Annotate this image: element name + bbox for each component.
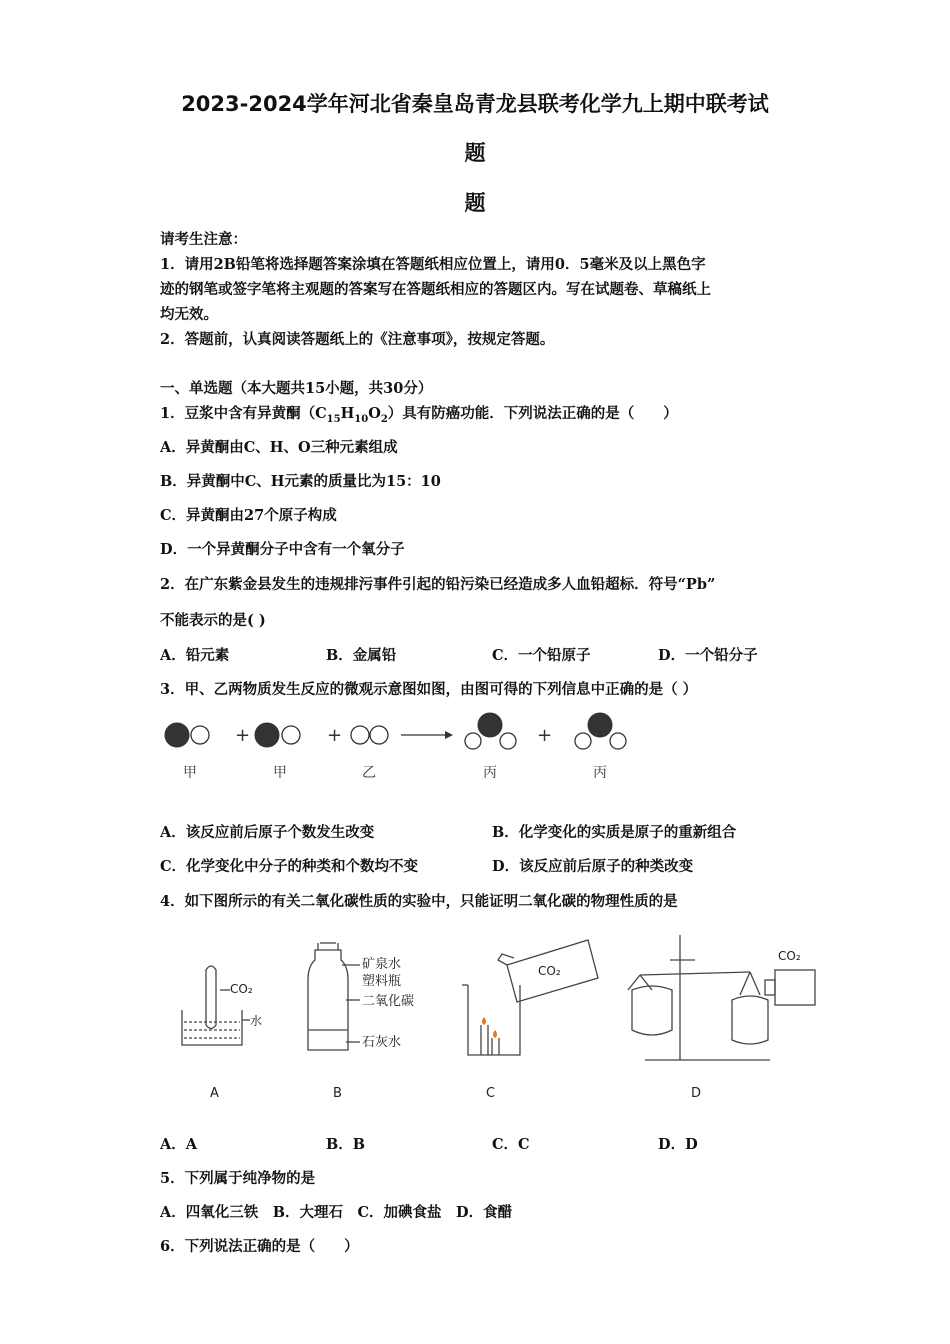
q3-option-d: D．该反应前后原子的种类改变 [492, 858, 694, 875]
q2-option-c: C．一个铅原子 [492, 647, 591, 664]
figB-label-3: 二氧化碳 [362, 994, 415, 1009]
molecule-bing-2-small-atom-right [610, 733, 626, 749]
figB-label-4: 石灰水 [362, 1035, 402, 1050]
plus-sign-2: + [327, 725, 343, 746]
question-1-stem: 1．豆浆中含有异黄酮$(C_{15}H_{10}O_2)$具有防癌功能．下列说法正确的是（ ） [160, 405, 678, 425]
figD-right-beaker [732, 996, 768, 1044]
plus-sign-3: + [537, 725, 553, 746]
q4-option-c: C．C [492, 1136, 530, 1153]
question-2-stem-line2: 不能表示的是( ) [160, 612, 266, 629]
figD-co2-bottle [775, 970, 815, 1005]
q3-option-b: B．化学变化的实质是原子的重新组合 [492, 824, 737, 841]
title-line-2: 题 [464, 141, 486, 165]
figB-caption: B [333, 1086, 342, 1101]
reaction-diagram [155, 705, 655, 785]
label-jia-1: 甲 [183, 765, 197, 781]
molecule-jia-2-big-atom [255, 723, 279, 747]
molecule-yi-atom-1 [351, 726, 369, 744]
question-5-stem: 5．下列属于纯净物的是 [160, 1170, 316, 1187]
figC-gas-label: CO₂ [538, 964, 561, 978]
q4-option-a: A．A [160, 1136, 198, 1153]
label-yi: 乙 [362, 765, 376, 781]
figA-water-label: 水 [250, 1014, 263, 1028]
figD-balance-beam [640, 972, 750, 975]
q1-option-b: B．异黄酮中C、H元素的质量比为15：10 [160, 473, 441, 490]
molecule-bing-2-small-atom-left [575, 733, 591, 749]
figC-flame-2 [493, 1030, 497, 1038]
label-bing-2: 丙 [593, 765, 607, 781]
molecule-bing-1-small-atom-left [465, 733, 481, 749]
figA-gas-label: CO₂ [230, 982, 253, 996]
question-3-stem: 3．甲、乙两物质发生反应的微观示意图如图，由图可得的下列信息中正确的是（ ） [160, 681, 698, 698]
q1-option-d: D．一个异黄酮分子中含有一个氧分子 [160, 541, 405, 558]
molecule-jia-2-small-atom [282, 726, 300, 744]
figC-beaker [468, 985, 520, 1055]
reaction-arrow-head [445, 731, 453, 739]
notice-item1-line1: 1．请用2B铅笔将选择题答案涂填在答题纸相应位置上，请用0．5毫米及以上黑色字 [160, 256, 706, 273]
q2-option-a: A．铅元素 [160, 647, 230, 664]
q1-option-a: A．异黄酮由C、H、O三种元素组成 [160, 439, 398, 456]
figA-beaker [182, 1010, 242, 1045]
figA-test-tube [206, 966, 216, 1029]
question-2-stem-line1: 2．在广东紫金县发生的违规排污事件引起的铅污染已经造成多人血铅超标．符号“Pb” [160, 576, 716, 593]
molecule-bing-2-big-atom [588, 713, 612, 737]
figC-caption: C [486, 1086, 496, 1101]
section-heading: 一、单选题（本大题共15小题，共30分） [160, 380, 433, 397]
notice-item1-line2: 迹的钢笔或签字笔将主观题的答案写在答题纸相应的答题区内。写在试题卷、草稿纸上 [160, 281, 711, 298]
figB-label-1: 矿泉水 [362, 957, 402, 972]
notice-item1-line3: 均无效。 [160, 306, 218, 323]
q2-option-b: B．金属铅 [326, 647, 397, 664]
q3-option-c: C．化学变化中分子的种类和个数均不变 [160, 858, 419, 875]
plus-sign-1: + [235, 725, 251, 746]
q4-option-b: B．B [326, 1136, 366, 1153]
question-6-stem: 6．下列说法正确的是（ ） [160, 1238, 359, 1255]
title-line-3: 题 [464, 191, 486, 215]
q2-option-d: D．一个铅分子 [658, 647, 758, 664]
notice-heading: 请考生注意： [160, 231, 247, 248]
q3-option-a: A．该反应前后原子个数发生改变 [160, 824, 375, 841]
figD-caption: D [691, 1086, 702, 1101]
figA-caption: A [210, 1086, 219, 1101]
molecule-jia-1-big-atom [165, 723, 189, 747]
molecule-jia-1-small-atom [191, 726, 209, 744]
co2-experiment-figures [170, 930, 830, 1110]
question-4-stem: 4．如下图所示的有关二氧化碳性质的实验中，只能证明二氧化碳的物理性质的是 [160, 893, 678, 910]
q4-option-d: D．D [658, 1136, 698, 1153]
figD-left-beaker [632, 986, 672, 1035]
figC-flame-1 [482, 1017, 486, 1025]
q5-options: A．四氧化三铁 B．大理石 C．加碘食盐 D．食醋 [160, 1204, 513, 1221]
label-jia-2: 甲 [273, 765, 287, 781]
molecule-bing-1-big-atom [478, 713, 502, 737]
label-bing-1: 丙 [483, 765, 497, 781]
notice-item2: 2．答题前，认真阅读答题纸上的《注意事项》，按规定答题。 [160, 331, 555, 348]
molecule-bing-1-small-atom-right [500, 733, 516, 749]
molecule-yi-atom-2 [370, 726, 388, 744]
figD-gas-label: CO₂ [778, 949, 801, 963]
title-line-1: 2023-2024学年河北省秦皇岛青龙县联考化学九上期中联考试 [181, 92, 769, 116]
figB-label-2: 塑料瓶 [362, 974, 402, 989]
q1-option-c: C．异黄酮由27个原子构成 [160, 507, 337, 524]
